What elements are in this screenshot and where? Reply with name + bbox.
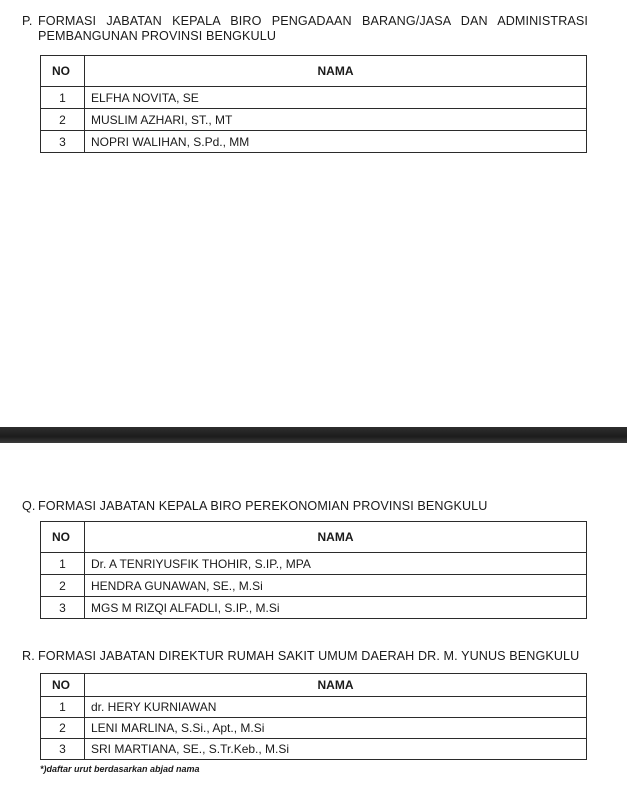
row-nama: ELFHA NOVITA, SE: [85, 87, 587, 109]
row-nama: SRI MARTIANA, SE., S.Tr.Keb., M.Si: [85, 739, 587, 760]
table-header: [41, 522, 587, 553]
section-r-title-text: FORMASI JABATAN DIREKTUR RUMAH SAKIT UMUM DAERAH DR. M. YUNUS BENGKULU: [38, 649, 580, 663]
table-header: [41, 674, 587, 697]
header-nama: NAMA: [85, 674, 587, 697]
header-nama: NAMA: [85, 522, 587, 553]
section-p-letter: P.: [22, 14, 33, 28]
header-no: NO: [41, 522, 85, 553]
row-nama: MGS M RIZQI ALFADLI, S.IP., M.Si: [85, 597, 587, 619]
row-no: 3: [41, 597, 85, 619]
row-no: 1: [41, 697, 85, 718]
row-no: 1: [41, 553, 85, 575]
row-nama: Dr. A TENRIYUSFIK THOHIR, S.IP., MPA: [85, 553, 587, 575]
row-no: 2: [41, 575, 85, 597]
section-p-title: [22, 14, 588, 44]
table-row: [41, 718, 587, 739]
header-no: NO: [41, 56, 85, 87]
header-no: NO: [41, 674, 85, 697]
table-row: [41, 575, 587, 597]
table-row: [41, 697, 587, 718]
page-separator: [0, 427, 627, 443]
table-row: [41, 739, 587, 760]
row-no: 1: [41, 87, 85, 109]
section-p-title-line2: PEMBANGUNAN PROVINSI BENGKULU: [38, 29, 277, 43]
section-r-letter: R.: [22, 649, 35, 663]
row-no: 3: [41, 739, 85, 760]
row-nama: LENI MARLINA, S.Si., Apt., M.Si: [85, 718, 587, 739]
section-q-letter: Q.: [22, 499, 36, 513]
row-no: 2: [41, 718, 85, 739]
table-row: [41, 553, 587, 575]
row-no: 2: [41, 109, 85, 131]
section-q-title-text: FORMASI JABATAN KEPALA BIRO PEREKONOMIAN PROVINSI BENGKULU: [38, 499, 488, 513]
section-p-table: [40, 55, 587, 153]
section-q-title: [22, 499, 487, 514]
row-nama: dr. HERY KURNIAWAN: [85, 697, 587, 718]
header-nama: NAMA: [85, 56, 587, 87]
table-row: [41, 131, 587, 153]
section-p-title-line1: FORMASI JABATAN KEPALA BIRO PENGADAAN BARANG/JASA DAN ADMINISTRASI: [38, 14, 588, 28]
row-nama: HENDRA GUNAWAN, SE., M.Si: [85, 575, 587, 597]
table-row: [41, 597, 587, 619]
table-row: [41, 109, 587, 131]
row-nama: MUSLIM AZHARI, ST., MT: [85, 109, 587, 131]
row-no: 3: [41, 131, 85, 153]
section-q-table: [40, 521, 587, 619]
table-row: [41, 87, 587, 109]
table-header: [41, 56, 587, 87]
footnote: *)daftar urut berdasarkan abjad nama: [40, 764, 200, 774]
section-r-title: [22, 649, 579, 664]
row-nama: NOPRI WALIHAN, S.Pd., MM: [85, 131, 587, 153]
section-r-table: [40, 673, 587, 760]
